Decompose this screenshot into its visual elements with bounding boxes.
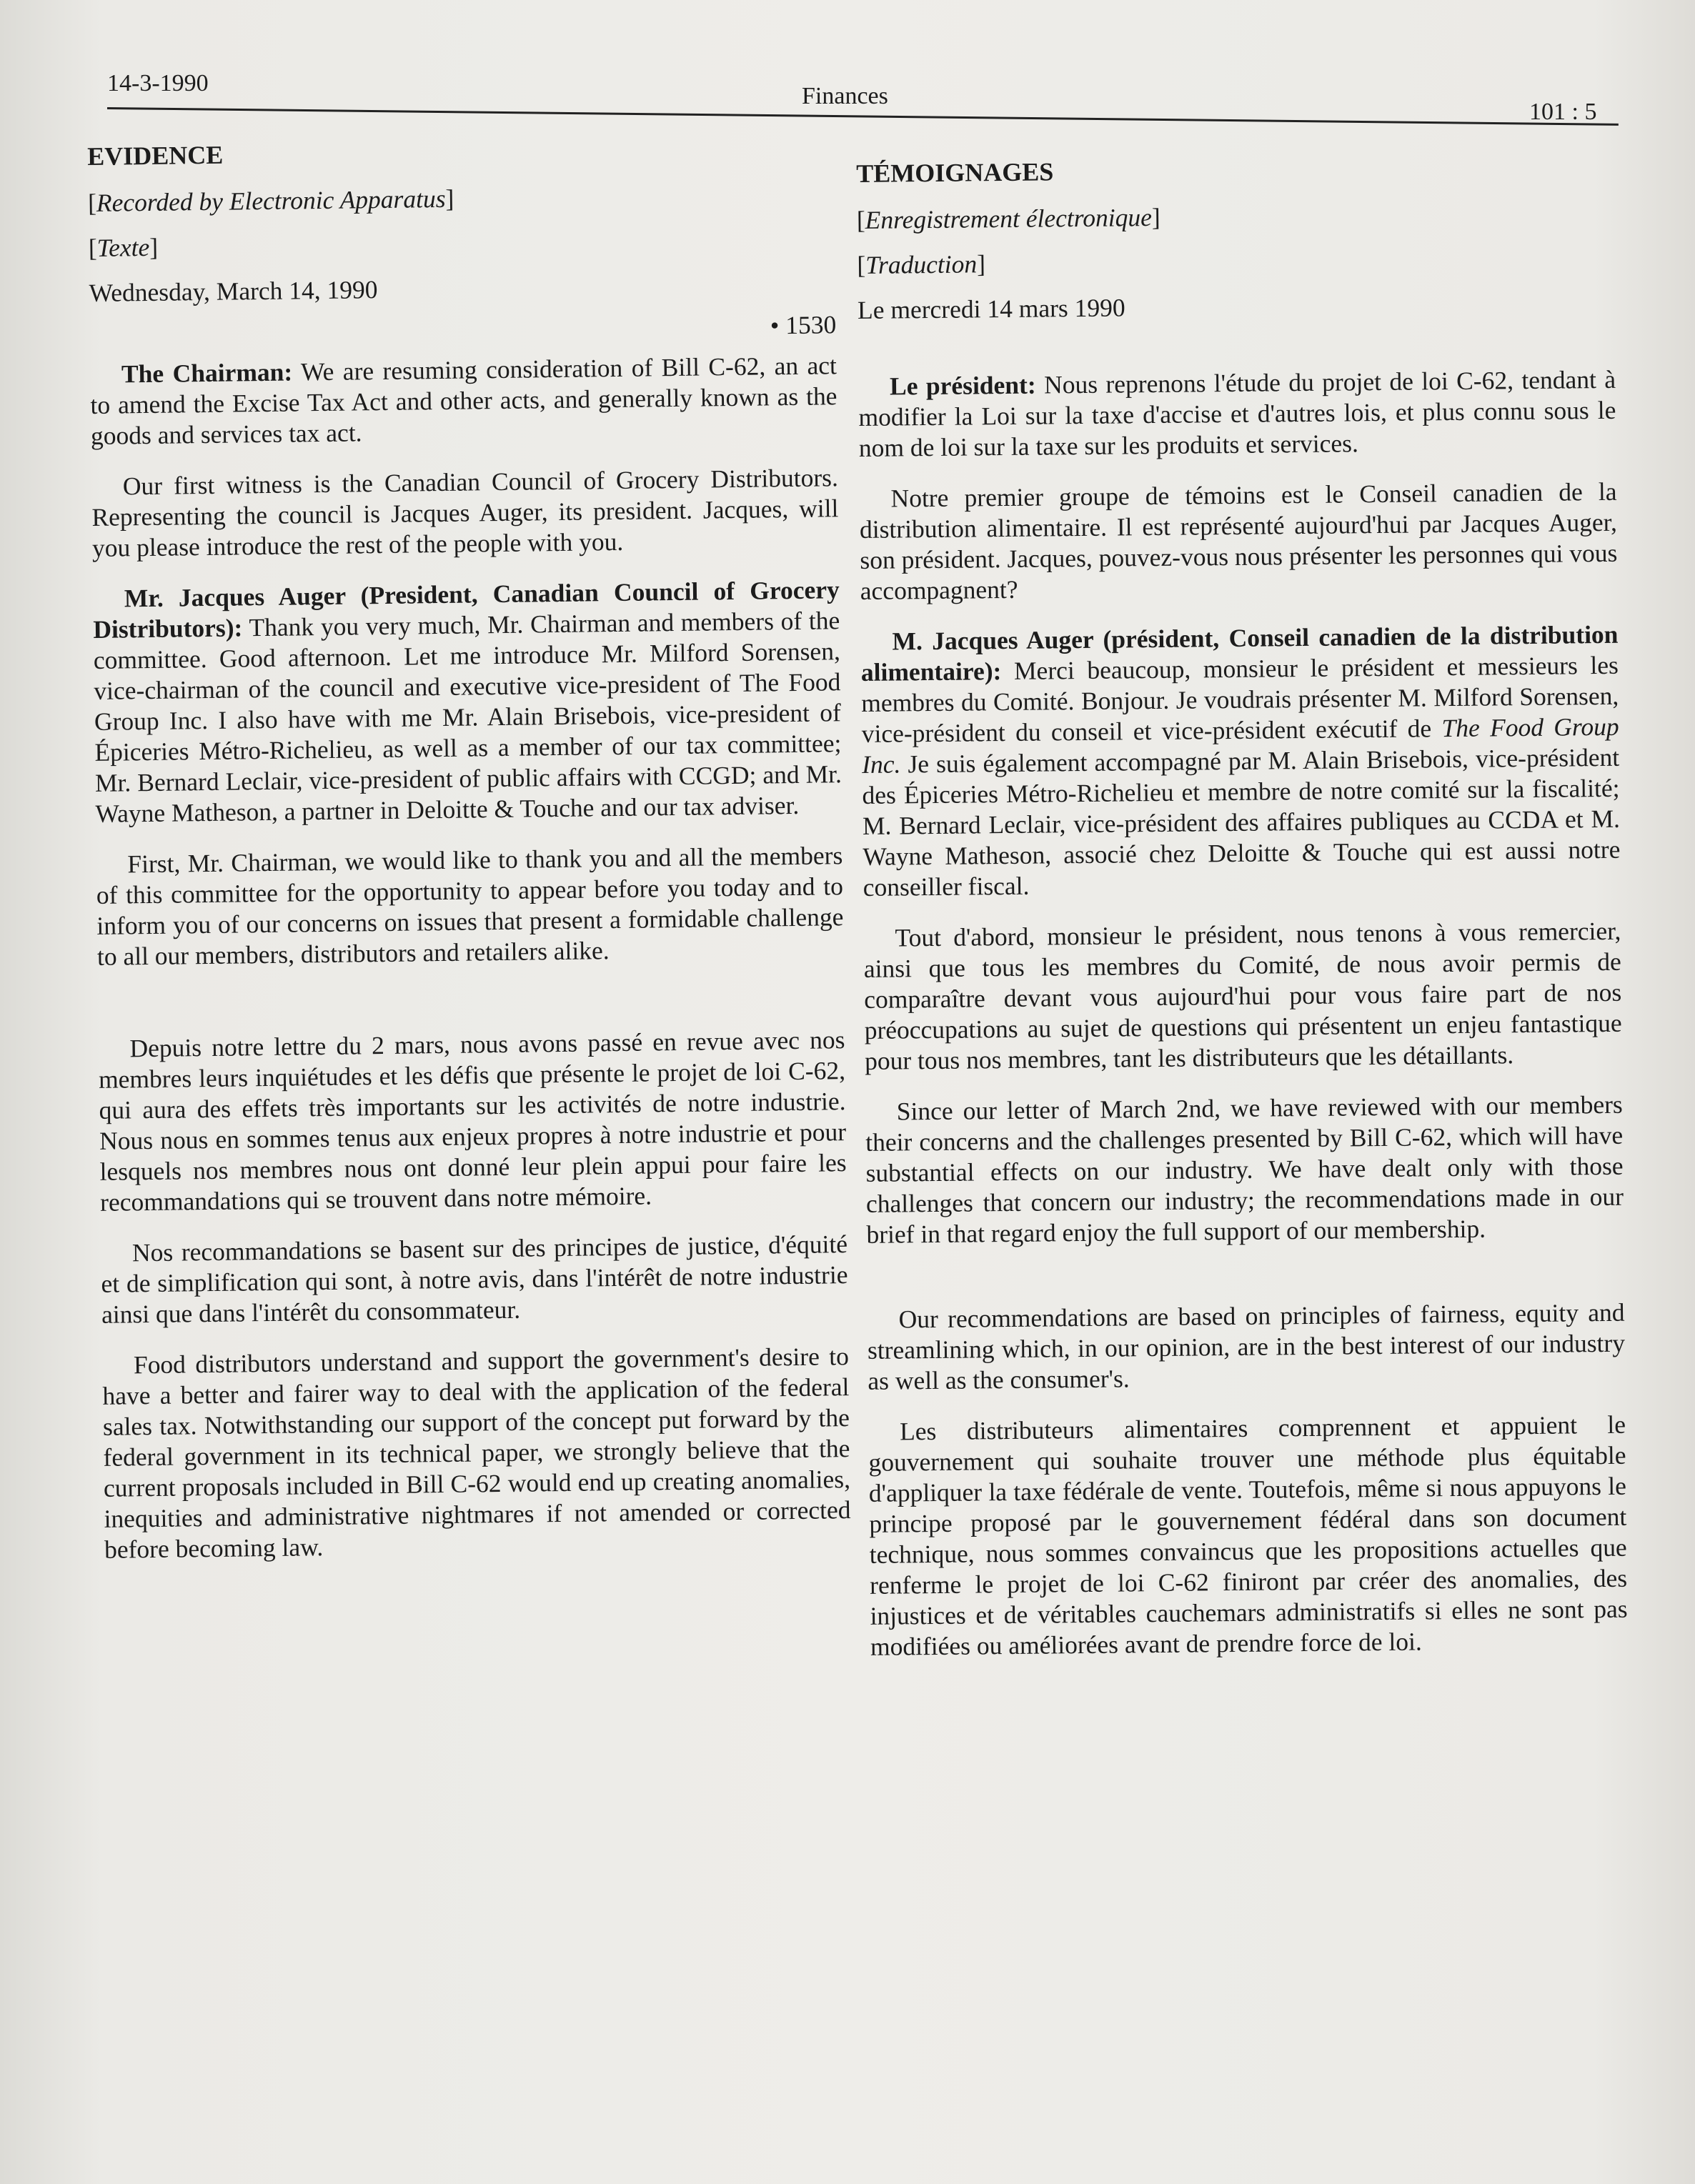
traduction-text: Traduction: [865, 249, 978, 279]
paragraph: Tout d'abord, monsieur le président, nous tenons à vous remercier, ainsi que tous les membres du Comité, de nous avoir permis de comparaître devant vous aujourd'hui pour vous faire part de nos préoccupations au sujet de questions qui présentent un enjeu fantastique pour tous nos membres, tant les distributeurs que les détaillants.: [863, 916, 1622, 1075]
paragraph-text: Merci beaucoup, monsieur le président et messieurs les membres du Comité. Bonjour. Je voudrais présenter M. Milford Sorensen, vice-président du conseil et vice-président exécutif de: [861, 650, 1619, 748]
time-stamp: • 1530: [770, 310, 837, 340]
paragraph: Our recommendations are based on principles of fairness, equity and streamlining which, in our opinion, are in the best interest of our industry as well as the consumer's.: [867, 1297, 1626, 1395]
speaker-label: M. Jacques Auger (président, Conseil canadien de la distribution alimentaire):: [860, 619, 1619, 687]
paragraph: Since our letter of March 2nd, we have reviewed with our members their concerns and the challenges presented by Bill C-62, which will have substantial effects on our industry. We have dealt only with those challenges that concern our industry; the recommendations made in our brief in that regard enjoy the full support of our membership.: [865, 1089, 1624, 1249]
paragraph: Notre premier groupe de témoins est le Conseil canadien de la distribution alimentaire. Il est représenté aujourd'hui par Jacques Auger, son président. Jacques, pouvez-vous nous présenter les personnes qui vous accompagnent?: [859, 477, 1618, 605]
recorded-note: [Recorded by Electronic Apparatus]: [87, 184, 454, 217]
sitting-date: Wednesday, March 14, 1990: [89, 275, 378, 307]
temoignages-heading: TÉMOIGNAGES: [856, 157, 1054, 188]
paragraph: First, Mr. Chairman, we would like to thank you and all the members of this committee for the opportunity to appear before you today and to inform you of our concerns on issues that present a formidable challenge to all our members, distributors and retailers alike.: [96, 841, 844, 971]
paragraph: [90, 350, 837, 452]
texte-text: Texte: [96, 232, 150, 262]
speaker-label: The Chairman:: [121, 357, 293, 389]
french-column: [856, 151, 1628, 1682]
header-date: 14-3-1990: [107, 70, 209, 96]
paragraph-text: Je suis également accompagné par M. Alain Brisebois, vice-président des Épiceries Métro-Richelieu et membre de notre comité sur la fiscalité; M. Bernard Leclair, vice-président des affaires publiques au CCDA et M. Wayne Matheson, associé chez Deloitte & Touche qui est aussi notre conseiller fiscal.: [862, 742, 1621, 902]
paragraph: Our first witness is the Canadian Council of Grocery Distributors. Representing the council is Jacques Auger, its president. Jacques, will you please introduce the rest of the people with you.: [91, 463, 839, 562]
paragraph: [860, 619, 1621, 903]
enregistrement-text: Enregistrement électronique: [865, 203, 1153, 234]
sitting-date-fr: Le mercredi 14 mars 1990: [857, 293, 1125, 324]
paragraph: Nos recommandations se basent sur des principes de justice, d'équité et de simplification qui sont, à notre avis, dans l'intérêt de notre industrie ainsi que dans l'intérêt du consommateur.: [101, 1230, 848, 1329]
paragraph-text: Thank you very much, Mr. Chairman and members of the committee. Good afternoon. Let me introduce Mr. Milford Sorensen, vice-chairman of the council and executive vice-president of The Food Group Inc. I also have with me Mr. Alain Brisebois, vice-president of Épiceries Métro-Richelieu, as well as a member of our tax committee; Mr. Bernard Leclair, vice-president of public affairs with CCGD; and Mr. Wayne Matheson, a partner in Deloitte & Touche and our tax adviser.: [93, 606, 842, 828]
paragraph: Depuis notre lettre du 2 mars, nous avons passé en revue avec nos membres leurs inquiétudes et les défis que présente le projet de loi C-62, qui aura des effets très importants sur les activités de notre industrie. Nous nous en sommes tenus aux enjeux propres à notre industrie et pour lesquels nos membres nous ont donné leur plein appui pour faire les recommandations qui se trouvent dans notre mémoire.: [98, 1025, 847, 1217]
paragraph: [858, 364, 1616, 464]
paragraph-text: Nous reprenons l'étude du projet de loi C-62, tendant à modifier la Loi sur la taxe d'accise et d'autres lois, et plus connu sous le nom de loi sur la taxe sur les produits et services.: [858, 364, 1616, 462]
traduction-note: [Traduction]: [857, 249, 986, 279]
speaker-label: Le président:: [889, 370, 1036, 401]
paragraph: Les distributeurs alimentaires comprennent et appuient le gouvernement qui souhaite trouver une méthode plus équitable d'appliquer la taxe fédérale de vente. Toutefois, même si nous appuyons le principe proposé par le gouvernement fédéral dans son document technique, nous sommes convaincus que les propositions actuelles que renferme le projet de loi C-62 finiront par créer des anomalies, des injustices et de véritables cauchemars administratifs si elles ne sont pas modifiées ou améliorées avant de prendre force de loi.: [868, 1410, 1628, 1661]
recorded-text: Recorded by Electronic Apparatus: [96, 184, 446, 217]
english-column: [87, 132, 852, 1585]
texte-note: [Texte]: [88, 232, 159, 262]
paragraph: Food distributors understand and support the government's desire to have a better and fairer way to deal with the application of the federal sales tax. Notwithstanding our support of the concept put forward by the federal government in its technical paper, we strongly believe that the current proposals included in Bill C-62 would end up creating anomalies, inequities and administrative nightmares if not amended or corrected before becoming law.: [102, 1342, 851, 1564]
speaker-label: Mr. Jacques Auger (President, Canadian Council of Grocery Distributors):: [93, 575, 840, 644]
header-title: Finances: [802, 83, 888, 109]
paragraph-text: We are resuming consideration of Bill C-62, an act to amend the Excise Tax Act and other acts, and generally known as the goods and services tax act.: [90, 351, 837, 450]
company-name: The Food Group Inc.: [861, 712, 1619, 779]
header-page-number: 101 : 5: [1529, 99, 1597, 125]
paragraph: [93, 574, 842, 829]
evidence-heading: EVIDENCE: [87, 140, 224, 171]
enregistrement-note: [Enregistrement électronique]: [856, 202, 1160, 234]
